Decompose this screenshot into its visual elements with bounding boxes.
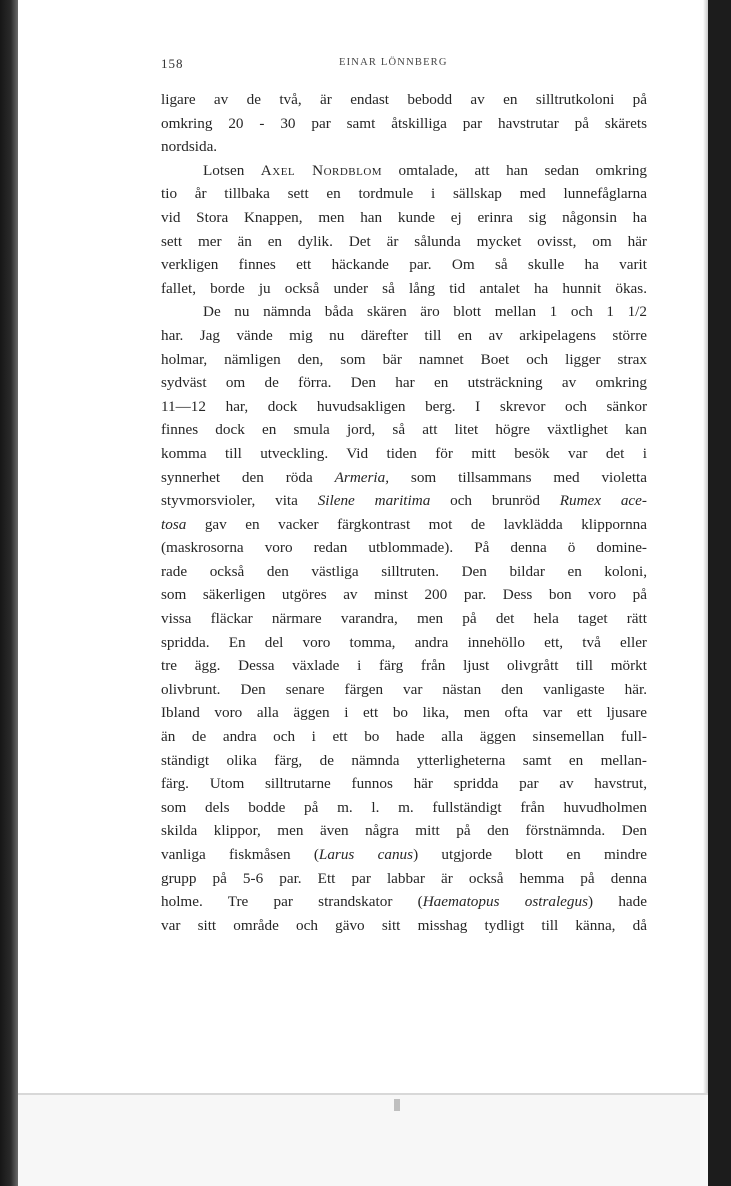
page-number: 158 [161, 56, 184, 71]
text-line: vissa fläckar närmare varandra, men på det hela taget rätt [161, 610, 647, 628]
text-line: skilda klippor, men även några mitt på den förstnämnda. Den [161, 822, 647, 840]
text-line: omkring 20 - 30 par samt åtskilliga par havstrutar på skärets [161, 114, 647, 132]
scan-artifact [394, 1099, 400, 1111]
text-line: tosa gav en vacker färgkontrast mot de lavklädda klippornna [161, 515, 647, 533]
scan-left-border [0, 0, 18, 1186]
text-line: som dels bodde på m. l. m. fullständigt från huvudholmen [161, 798, 647, 816]
text-line: sett mer än en dylik. Det är sålunda mycket ovisst, om här [161, 232, 647, 250]
text-line: styvmorsvioler, vita Silene maritima och brunröd Rumex ace- [161, 492, 647, 510]
text-line: holme. Tre par strandskator (Haematopus ostralegus) hade [161, 893, 647, 911]
text-line: Lotsen Axel Nordblom omtalade, att han sedan omkring [203, 161, 647, 179]
text-line: tio år tillbaka sett en tordmule i sällskap med lunnefåglarna [161, 185, 647, 203]
text-line: synnerhet den röda Armeria, som tillsammans med violetta [161, 468, 647, 486]
species-name: Larus canus [318, 846, 414, 863]
body-text [161, 88, 647, 937]
species-name: Haematopus ostralegus [422, 893, 589, 911]
text-line: 11—12 har, dock huvudsakligen berg. I skrevor och sänkor [161, 397, 647, 415]
text-line: ständigt olika färg, de nämnda ytterligheterna samt en mellan- [161, 751, 647, 769]
text-line: färg. Utom silltrutarne funnos här spridda par av havstrut, [161, 775, 647, 793]
text-line: har. Jag vände mig nu därefter till en av arkipelagens större [161, 326, 647, 344]
text-line: som säkerligen utgöres av minst 200 par. Dess bon voro på [161, 586, 647, 604]
species-name: tosa [161, 515, 187, 533]
text-line: (maskrosorna voro redan utblommade). På denna ö domine- [161, 539, 647, 557]
text-line: tre ägg. Dessa växlade i färg från ljust olivgrått till mörkt [161, 657, 647, 675]
text-line: var sitt område och gävo sitt misshag tydligt till känna, då [161, 916, 647, 934]
text-line: sydväst om de förra. Den har en utsträckning av omkring [161, 374, 647, 392]
species-name: Rumex ace- [559, 492, 647, 510]
text-line: spridda. En del voro tomma, andra innehöllo ett, två eller [161, 633, 647, 651]
text-line: än de andra och i ett bo hade alla äggen sinsemellan full- [161, 728, 647, 746]
running-head: EINAR LÖNNBERG [339, 57, 448, 68]
species-name: Armeria, [334, 468, 390, 486]
text-line: verkligen finnes ett häckande par. Om så skulle ha varit [161, 256, 647, 274]
text-line: vid Stora Knappen, men han kunde ej erinra sig någonsin ha [161, 208, 647, 226]
text-line: De nu nämnda båda skären äro blott mellan 1 och 1 1/2 [203, 303, 647, 321]
page-edge [18, 1093, 708, 1095]
text-line: ligare av de två, är endast bebodd av en silltrutkoloni på [161, 91, 647, 108]
text-line: olivbrunt. Den senare färgen var nästan den vanligaste här. [161, 680, 647, 698]
text-line: rade också den västliga silltruten. Den bildar en koloni, [161, 562, 647, 580]
species-name: Silene maritima [317, 492, 431, 510]
text-line: nordsida. [161, 138, 218, 156]
text-line: komma till utveckling. Vid tiden för mitt besök var det i [161, 444, 647, 462]
text-line: grupp på 5-6 par. Ett par labbar är också hemma på denna [161, 869, 647, 887]
person-name: Axel Nordblom [260, 161, 383, 179]
text-line: holmar, nämligen den, som bär namnet Boet och ligger strax [161, 350, 647, 368]
page-header [161, 56, 647, 74]
text-line: vanliga fiskmåsen (Larus canus) utgjorde blott en mindre [161, 846, 648, 863]
scan-bottom-margin [18, 1093, 708, 1186]
text-line: Ibland voro alla äggen i ett bo lika, men ofta var ett ljusare [161, 704, 647, 722]
text-line: fallet, borde ju också under så lång tid antalet ha hunnit ökas. [161, 279, 647, 297]
text-line: finnes dock en smula jord, så att litet högre växtlighet kan [161, 421, 647, 439]
scan-right-border [708, 0, 731, 1186]
